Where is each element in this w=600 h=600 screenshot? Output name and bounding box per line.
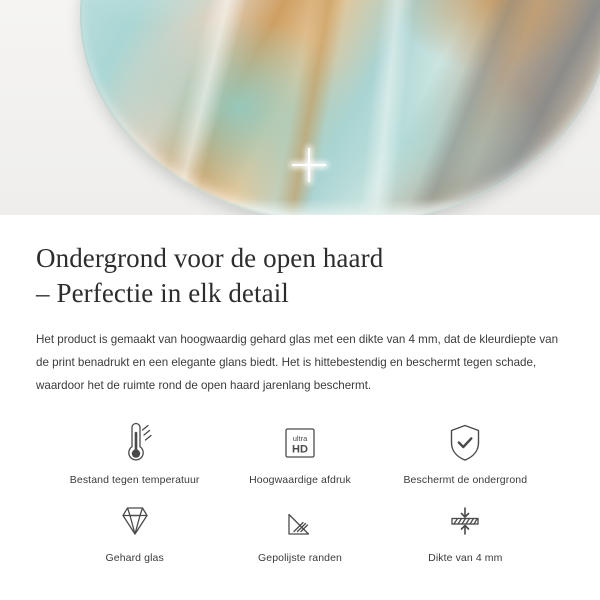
- diamond-icon: [113, 498, 157, 544]
- feature-label: Beschermt de ondergrond: [403, 473, 528, 486]
- round-glass-panel-image: [80, 0, 600, 215]
- content-area: [0, 241, 600, 564]
- feature-label: Gepolijste randen: [257, 551, 342, 564]
- product-description-text: Het product is gemaakt van hoogwaardig gehard glas met een dikte van 4 mm, dat de kleurdiepte van de print benadrukt en een elegante glans biedt. Het is hittebestendig en beschermt tegen schade, waardoor het de ruimte rond de open haard jarenlang beschermt.: [36, 333, 559, 393]
- feature-item-thickness: [383, 498, 548, 564]
- page-title-line-2: – Perfectie in elk detail: [36, 277, 289, 308]
- feature-label: Hoogwaardige afdruk: [249, 473, 351, 486]
- svg-text:HD: HD: [292, 443, 308, 456]
- feature-item-surface-protection: [383, 420, 548, 486]
- feature-item-tempered-glass: [52, 498, 217, 564]
- ultra-hd-icon: [278, 420, 322, 466]
- feature-item-polished-edges: [217, 498, 382, 564]
- page-title: [36, 241, 564, 310]
- thermometer-icon: [115, 420, 155, 466]
- shield-check-icon: [445, 420, 485, 466]
- polished-edges-icon: [278, 498, 322, 544]
- feature-label: Bestand tegen temperatuur: [69, 473, 200, 486]
- feature-grid: [36, 420, 564, 564]
- page-title-line-1: Ondergrond voor de open haard: [36, 243, 384, 273]
- feature-label: Gehard glas: [105, 551, 164, 564]
- thickness-icon: [443, 498, 487, 544]
- feature-label: Dikte van 4 mm: [428, 551, 503, 564]
- svg-text:ultra: ultra: [292, 433, 308, 443]
- hero-image: [0, 0, 600, 215]
- feature-item-print-quality: [217, 420, 382, 486]
- feature-item-temperature: [52, 420, 217, 486]
